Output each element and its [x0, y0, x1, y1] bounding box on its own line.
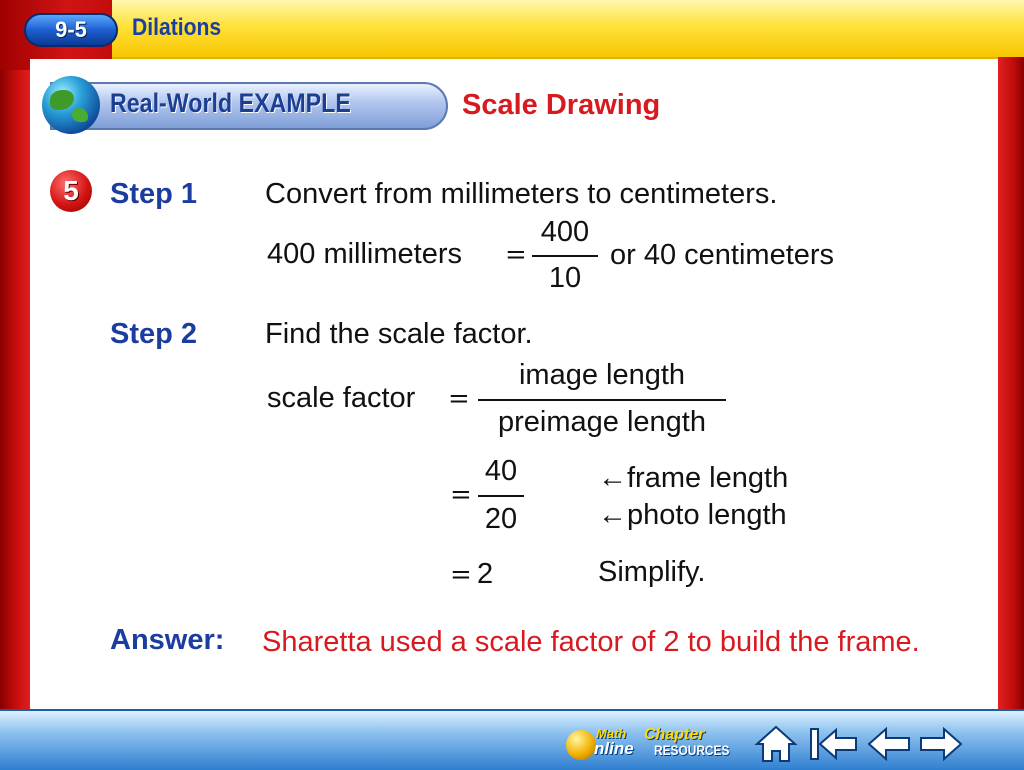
math-online-button[interactable]: [566, 726, 634, 764]
globe-icon: [42, 76, 100, 134]
step-1-equals: =: [505, 240, 527, 270]
slide-title: Scale Drawing: [462, 89, 661, 121]
fraction-bar: [532, 255, 598, 257]
chapter-resources-button[interactable]: [644, 726, 744, 764]
photo-length-note: ←photo length: [598, 499, 787, 531]
home-icon: [754, 724, 798, 764]
simplify-note: Simplify.: [598, 556, 706, 588]
step-2-numerator: image length: [518, 359, 686, 391]
step-2-sub-denominator: 20: [484, 503, 518, 535]
step-1-lhs: 400 millimeters: [267, 238, 462, 270]
back-button[interactable]: [866, 724, 910, 764]
step-1-denominator: 10: [548, 262, 582, 294]
step-2-instruction: Find the scale factor.: [265, 318, 533, 350]
step-2-equals: =: [448, 384, 470, 414]
lesson-number-badge: 9-5: [24, 13, 118, 47]
first-slide-button[interactable]: [808, 724, 852, 764]
fraction-bar: [478, 495, 524, 497]
step-1-instruction: Convert from millimeters to centimeters.: [265, 178, 778, 210]
left-border: [0, 0, 30, 768]
right-border: [998, 57, 1024, 768]
step-2-denominator: preimage length: [498, 406, 706, 438]
step-2-sub-numerator: 40: [484, 455, 518, 487]
step-1-numerator: 400: [540, 216, 590, 248]
fraction-bar: [478, 399, 726, 401]
step-1-label: Step 1: [110, 178, 198, 210]
next-arrow-icon: [918, 724, 964, 764]
step-2-lhs: scale factor: [267, 382, 416, 414]
simplified-equals: =: [450, 560, 472, 590]
simplified-value: 2: [477, 558, 494, 590]
answer-label: Answer:: [110, 624, 225, 656]
math-online-icon: [566, 730, 596, 760]
first-slide-icon: [808, 724, 860, 764]
answer-text: Sharetta used a scale factor of 2 to build the frame.: [262, 626, 920, 658]
frame-length-note: ←frame length: [598, 462, 789, 494]
next-button[interactable]: [918, 724, 962, 764]
banner-label: Real-World EXAMPLE: [110, 88, 351, 118]
back-arrow-icon: [866, 724, 912, 764]
step-1-result: or 40 centimeters: [610, 239, 835, 271]
home-button[interactable]: [754, 724, 798, 764]
step-2-sub-equals: =: [450, 480, 472, 510]
lesson-title: Dilations: [132, 14, 222, 41]
example-number-badge: 5: [50, 170, 92, 212]
math-online-label-top: Math: [596, 726, 627, 741]
chapter-resources-label-bottom: RESOURCES: [654, 742, 730, 758]
math-online-label-bottom: nline: [594, 739, 634, 758]
globe-land: [72, 108, 88, 122]
step-2-label: Step 2: [110, 318, 198, 350]
chapter-resources-label-top: Chapter: [644, 726, 705, 743]
globe-land: [50, 90, 74, 110]
